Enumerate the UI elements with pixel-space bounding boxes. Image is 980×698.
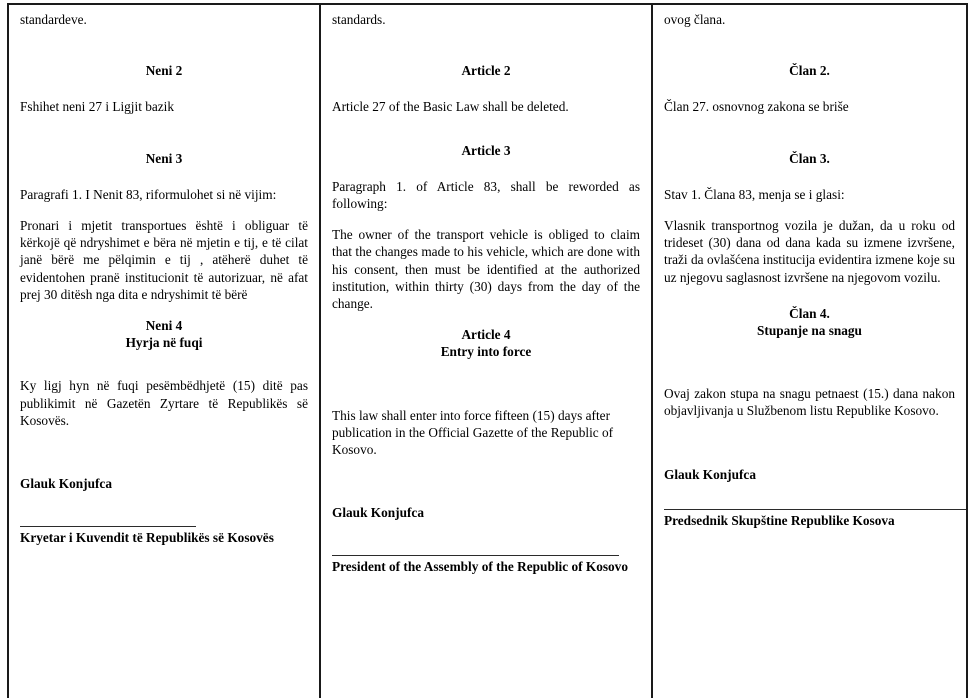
signatory-title-albanian: Kryetar i Kuvendit të Republikës së Kosovës	[20, 530, 274, 546]
spacer	[332, 79, 640, 98]
paragraph-neni-4-body: Ky ligj hyn në fuqi pesëmbëdhjetë (15) ditë pas publikimit në Gazetën Zyrtare të Republikës së Kosovës.	[20, 378, 308, 428]
spacer	[332, 212, 640, 226]
spacer	[332, 28, 640, 62]
spacer	[332, 312, 640, 326]
article-subheading-hyrja-ne-fuqi: Hyrja në fuqi	[125, 335, 203, 351]
spacer	[20, 303, 308, 317]
trilingual-law-table	[7, 3, 968, 698]
signatory-name-english: Glauk Konjufca	[332, 505, 424, 521]
article-heading-article-2: Article 2	[461, 63, 511, 79]
signature-rule	[664, 509, 966, 510]
spacer	[332, 521, 640, 555]
spacer	[20, 167, 308, 186]
article-subheading-entry-into-force: Entry into force	[440, 344, 532, 360]
spacer	[20, 28, 308, 62]
paragraph-clan-2-body: Član 27. osnovnog zakona se briše	[664, 99, 849, 115]
signature-rule	[332, 555, 619, 556]
paragraph-article-2-body: Article 27 of the Basic Law shall be deleted.	[332, 99, 569, 115]
signature-rule	[20, 526, 196, 527]
article-heading-article-4: Article 4	[461, 327, 511, 343]
article-heading-neni-4: Neni 4	[145, 318, 183, 334]
paragraph-clan-4-body: Ovaj zakon stupa na snagu petnaest (15.) dana nakon objavljivanja u Službenom listu Republike Kosovo.	[664, 386, 955, 419]
paragraph-article-3-body: The owner of the transport vehicle is obliged to claim that the changes made to his vehicle, which are done with his consent, then must be identified at the authorized institution, within thirty (30) days from the day of the change.	[332, 227, 640, 312]
spacer	[332, 361, 640, 407]
spacer	[664, 203, 955, 217]
paragraph-neni-3-intro: Paragrafi 1. I Nenit 83, riformulohet si në vijim:	[20, 186, 277, 202]
spacer	[20, 429, 308, 475]
article-heading-clan-3: Član 3.	[789, 150, 830, 166]
paragraph-article-4-body: This law shall enter into force fifteen (15) days after publication in the Official Gazette of the Republic of Kosovo.	[332, 407, 614, 458]
article-subheading-stupanje-na-snagu: Stupanje na snagu	[757, 323, 862, 339]
spacer	[664, 339, 955, 385]
paragraph-neni-2-body: Fshihet neni 27 i Ligjit bazik	[20, 99, 175, 115]
continued-text-serbian: ovog člana.	[664, 12, 726, 27]
albanian-column	[9, 5, 321, 698]
spacer	[664, 167, 955, 186]
paragraph-neni-3-body: Pronari i mjetit transportues është i obliguar të kërkojë që ndryshimet e bëra në mjetin e tij, e të cilat janë bërë me pëlqimin e tij , atëherë duhet të evidentohen pranë institucionit të autorizuar, në afat prej 30 ditësh nga dita e ndryshimit të bërë	[20, 218, 308, 302]
continued-text-english: standards.	[332, 12, 386, 27]
spacer	[664, 286, 955, 305]
article-heading-clan-4: Član 4.	[789, 305, 830, 321]
spacer	[664, 28, 955, 62]
signatory-title-serbian: Predsednik Skupštine Republike Kosova	[664, 512, 895, 528]
spacer	[20, 79, 308, 98]
spacer	[664, 79, 955, 98]
article-heading-clan-2: Član 2.	[789, 63, 830, 79]
article-heading-neni-2: Neni 2	[145, 63, 183, 79]
spacer	[20, 351, 308, 377]
signatory-title-english: President of the Assembly of the Republic of Kosovo	[332, 559, 628, 575]
article-heading-article-3: Article 3	[461, 142, 511, 158]
article-heading-neni-3: Neni 3	[145, 150, 183, 166]
spacer	[20, 203, 308, 217]
paragraph-clan-3-intro: Stav 1. Člana 83, menja se i glasi:	[664, 186, 845, 202]
signatory-name-serbian: Glauk Konjufca	[664, 466, 756, 482]
serbian-column	[653, 5, 966, 698]
spacer	[20, 492, 308, 526]
spacer	[332, 159, 640, 178]
paragraph-clan-3-body: Vlasnik transportnog vozila je dužan, da u roku od trideset (30) dana od dana kada su izmene izvršene, traži da ovlašćena institucija evidentira izmene koje su uz njegovu saglasnost izvršene na njegovom vozilu.	[664, 218, 955, 285]
signatory-name-albanian: Glauk Konjufca	[20, 476, 112, 492]
continued-text-albanian: standardeve.	[20, 12, 87, 27]
spacer	[664, 420, 955, 466]
spacer	[664, 483, 955, 509]
spacer	[20, 116, 308, 150]
english-column	[321, 5, 653, 698]
spacer	[332, 458, 640, 504]
spacer	[664, 116, 955, 150]
paragraph-article-3-intro: Paragraph 1. of Article 83, shall be reworded as following:	[332, 178, 640, 212]
spacer	[332, 116, 640, 142]
